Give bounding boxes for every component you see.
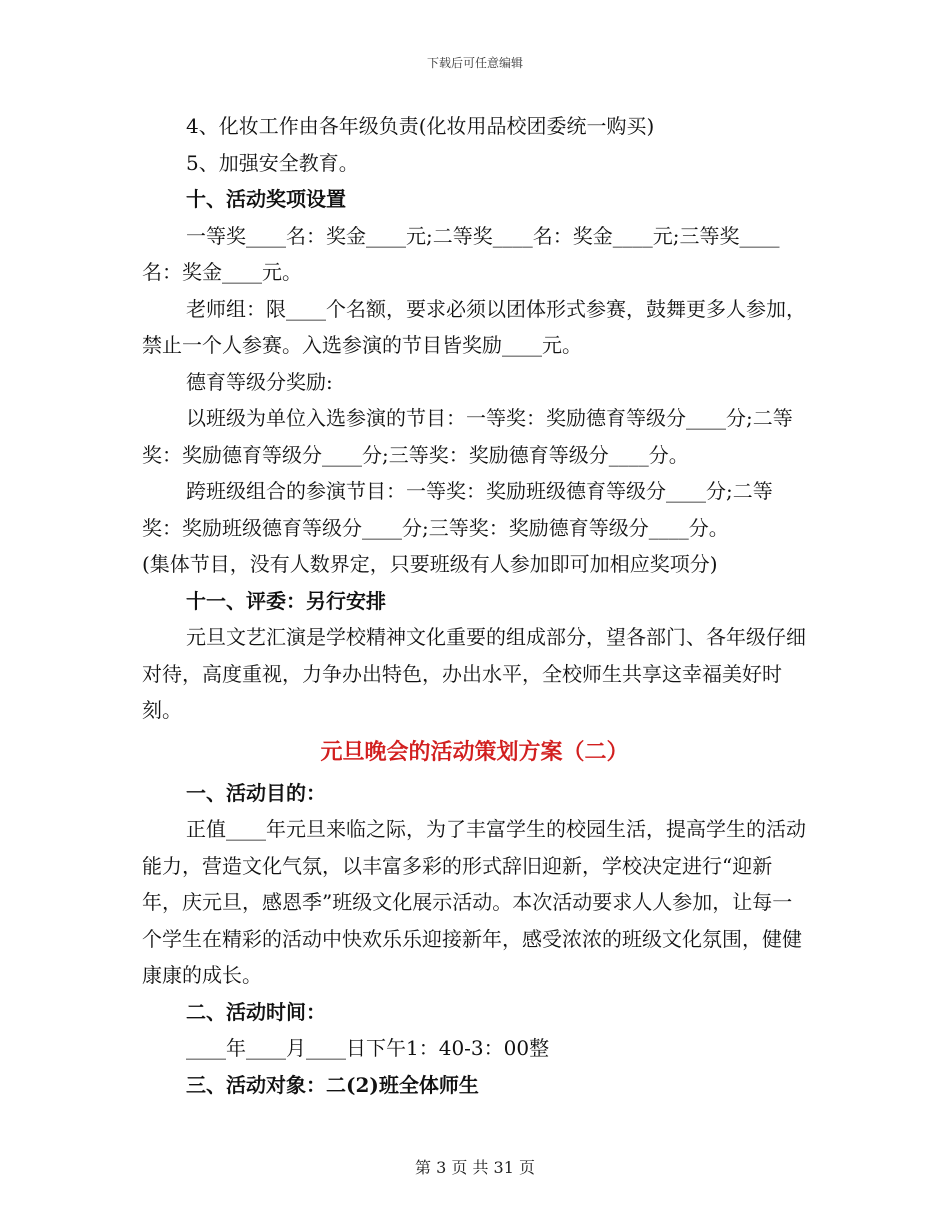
paragraph-time: ____年____月____日下午1：40-3：00整 [186,1036,550,1060]
heading-judges: 十一、评委：另行安排 [186,588,386,613]
paragraph-cross-class-awards: 跨班级组合的参演节目：一等奖：奖励班级德育等级分____分;二等奖：奖励班级德育等级分____分;三等奖：奖励德育等级分____分。 [142,479,773,540]
paragraph-makeup: 4、化妆工作由各年级负责(化妆用品校团委统一购买) [186,114,655,138]
paragraph-teacher-group: 老师组：限____个名额，要求必须以团体形式参赛，鼓舞更多人参加，禁止一个人参赛。入选参演的节目皆奖励____元。 [142,296,806,357]
section-title: 元旦晚会的活动策划方案（二） [320,738,629,765]
paragraph-closing: 元旦文艺汇演是学校精神文化重要的组成部分，望各部门、各年级仔细对待，高度重视，力争办出特色，办出水平，全校师生共享这幸福美好时刻。 [142,625,806,722]
paragraph-safety: 5、加强安全教育。 [186,150,359,175]
page-footer: 第 3 页 共 31 页 [415,1158,535,1177]
paragraph-group-note: (集体节目，没有人数界定，只要班级有人参加即可加相应奖项分) [142,552,718,576]
heading-participants: 三、活动对象：二(2)班全体师生 [186,1072,479,1097]
heading-purpose: 一、活动目的： [186,780,326,805]
heading-awards: 十、活动奖项设置 [186,187,346,211]
paragraph-moral-points: 德育等级分奖励: [186,369,333,394]
document-body [142,108,807,1103]
page-header-note: 下载后可任意编辑 [426,56,523,70]
paragraph-class-unit-awards: 以班级为单位入选参演的节目：一等奖：奖励德育等级分____分;二等奖：奖励德育等级分____分;三等奖：奖励德育等级分____分。 [142,406,793,467]
paragraph-prize-levels: 一等奖____名：奖金____元;二等奖____名：奖金____元;三等奖____名：奖金____元。 [142,223,780,284]
paragraph-purpose: 正值____年元旦来临之际，为了丰富学生的校园生活，提高学生的活动能力，营造文化气氛，以丰富多彩的形式辞旧迎新，学校决定进行“迎新年，庆元旦，感恩季”班级文化展示活动。本次活动要求人人参加，让每一个学生在精彩的活动中快欢乐乐迎接新年，感受浓浓的班级文化氛围，健健康康的成长。 [142,817,806,987]
heading-time: 二、活动时间： [186,999,326,1024]
